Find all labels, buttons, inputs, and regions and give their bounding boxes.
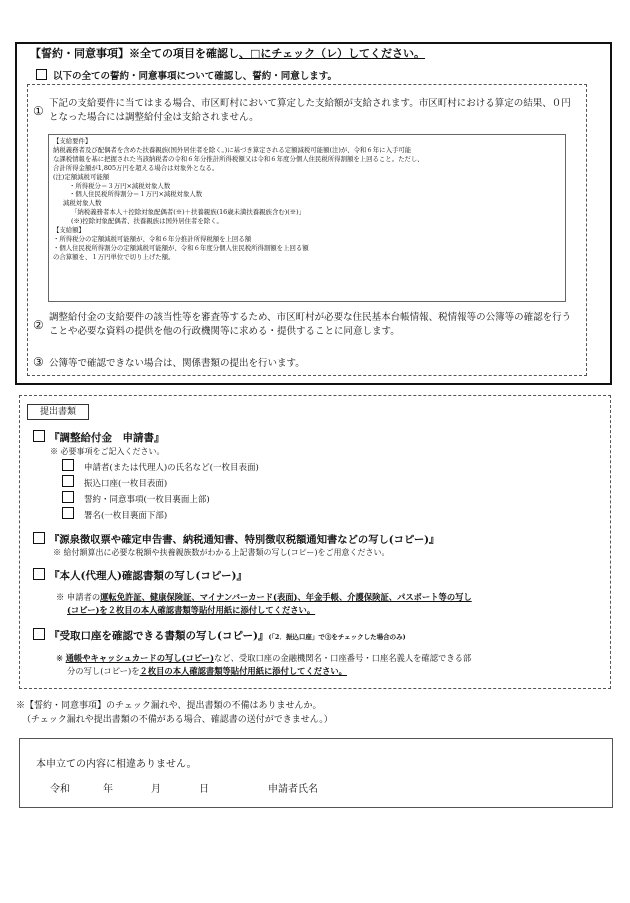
applicant-name-field[interactable] <box>340 780 590 794</box>
date-year: 年 <box>103 784 113 795</box>
item2-number: ② <box>33 318 44 332</box>
doc3-note-c: (コピー)を２枚目の本人確認書類等貼付用紙に添付してください。 <box>67 605 316 615</box>
doc1-sub2-label: 振込口座(一枚目表面) <box>84 479 168 489</box>
doc1-sub1-row[interactable] <box>62 459 259 473</box>
req-line: (※)控除対象配偶者、扶養親族は国外居住者を除く。 <box>71 217 223 226</box>
doc1-sub3-checkbox[interactable] <box>62 491 74 503</box>
item1-text: 下記の支給要件に当てはまる場合、市区町村において算定した支給額が支給されます。市区町村における算定の結果、０円となった場合には調整給付金は支給されません。 <box>49 98 571 123</box>
req-line: ・個人住民税所得割分の定額減税可能額が、令和６年度分個人住民税所得割額を上回る額 <box>53 243 309 252</box>
doc4-note-d: 分の写し(コピー)を <box>67 666 140 676</box>
date-day: 日 <box>199 784 209 795</box>
req-line: (注)定額減税可能額 <box>53 172 110 181</box>
doc3-title: 『本人(代理人)確認書類の写し(コピー)』 <box>49 570 247 582</box>
doc3-note-line1 <box>56 591 472 604</box>
item3-number: ③ <box>33 355 44 369</box>
doc4-title: 『受取口座を確認できる書類の写し(コピー)』 <box>49 630 269 642</box>
req-line: 納税義務者及び配偶者を含めた扶養親族(国外居住者を除く。)に基づき算定される定額減税可能額(注)が、令和６年に入手可能 <box>53 145 412 154</box>
doc1-sub4-label: 署名(一枚目裏面下部) <box>84 511 168 521</box>
req-line: 減税対象人数 <box>63 199 102 208</box>
req-line: 「納税義務者本人＋控除対象配偶者(※)＋扶養親族(16歳未満扶養親族含む)(※)」 <box>71 208 305 217</box>
req-line: 合計所得金額が1,805万円を超える場合は対象外となる。 <box>53 163 219 172</box>
doc3-row[interactable] <box>33 568 247 583</box>
confirmation-text: 本申立ての内容に相違ありません。 <box>36 759 197 770</box>
pledge-title-underlined: 、□にチェック（レ）してください。 <box>239 47 426 60</box>
doc1-row[interactable] <box>33 430 165 445</box>
doc4-note-line2 <box>67 665 347 678</box>
doc4-note-c: など、受取口座の金融機関名・口座番号・口座名義人を確認できる部 <box>214 653 472 663</box>
doc3-note-a: ※ 申請者の <box>56 592 101 602</box>
req-line: ・所得税分の定額減税可能額が、令和６年分推計所得税額を上回る額 <box>53 234 252 243</box>
doc2-note: ※ 給付額算出に必要な税額や扶養親族数がわかる上記書類の写し(コピー)をご用意ください。 <box>53 548 390 557</box>
date-era: 令和 <box>50 784 70 795</box>
footer-note-1: ※【誓約・同意事項】のチェック漏れや、提出書類の不備はありませんか。 <box>16 701 322 711</box>
doc1-sub1-checkbox[interactable] <box>62 459 74 471</box>
doc4-note-line1 <box>56 652 471 665</box>
item2-text: 調整給付金の支給要件の該当性等を審査等するため、市区町村が必要な住民基本台帳情報、税情報等の公簿等の確認を行うことや必要な資料の提供を他の行政機関等に求める・提供することに同意します。 <box>49 312 572 337</box>
doc1-sub1-label: 申請者(または代理人)の氏名など(一枚目表面) <box>84 463 259 473</box>
doc2-checkbox[interactable] <box>33 532 45 544</box>
applicant-name-label: 申請者氏名 <box>268 784 318 795</box>
doc4-row[interactable] <box>33 628 406 643</box>
requirements-box <box>48 134 566 302</box>
pledge-title-prefix: 【誓約・同意事項】※全ての項目を確認し <box>30 47 239 60</box>
doc1-note: ※ 必要事項をご記入ください。 <box>50 447 165 456</box>
doc1-title: 『調整給付金 申請書』 <box>49 432 165 444</box>
req-line: な課税情報を基に把握された当該納税者の令和６年分推計所得税額又は令和６年度分個人住民税所得割額を上回ること。ただし、 <box>53 154 424 163</box>
req-line: 【支給要件】 <box>53 137 92 145</box>
req-line: の合算額を、１万円単位で切り上げた額。 <box>53 252 175 261</box>
doc3-note-line2 <box>67 604 315 617</box>
doc1-sub4-row[interactable] <box>62 507 167 521</box>
doc1-sub2-row[interactable] <box>62 475 167 489</box>
req-line: ・個人住民税所得割分＝１万円×減税対象人数 <box>69 190 203 199</box>
doc2-title: 『源泉徴収票や確定申告書、納税通知書、特別徴収税額通知書などの写し(コピー)』 <box>49 534 440 546</box>
item1-number: ① <box>33 104 44 118</box>
doc1-checkbox[interactable] <box>33 430 45 442</box>
doc3-checkbox[interactable] <box>33 568 45 580</box>
doc3-note-b: 運転免許証、健康保険証、マイナンバーカード(表面)、年金手帳、介護保険証、パスポート等の写し <box>100 592 472 602</box>
req-line: 【支給額】 <box>53 226 85 235</box>
doc1-sub3-label: 誓約・同意事項(一枚目裏面上部) <box>84 495 210 505</box>
doc4-title-small: (「2．振込口座」で③をチェックした場合のみ) <box>268 633 406 641</box>
date-month: 月 <box>151 784 161 795</box>
doc1-sub4-checkbox[interactable] <box>62 507 74 519</box>
agree-all-label: 以下の全ての誓約・同意事項について確認し、誓約・同意します。 <box>53 71 338 82</box>
documents-label: 提出書類 <box>27 404 89 420</box>
doc4-checkbox[interactable] <box>33 628 45 640</box>
item3-text: 公簿等で確認できない場合は、関係書類の提出を行います。 <box>49 358 305 369</box>
pledge-title <box>30 45 425 61</box>
doc4-note-e: ２枚目の本人確認書類等貼付用紙に添付してください。 <box>139 666 347 676</box>
doc2-row[interactable] <box>33 531 439 546</box>
footer-note-2: （チェック漏れや提出書類の不備がある場合、確認書の送付ができません。） <box>22 715 333 725</box>
doc4-note-a: ※ <box>56 653 66 663</box>
doc1-sub3-row[interactable] <box>62 491 210 505</box>
agree-all-row[interactable] <box>36 68 337 82</box>
doc4-note-b: 通帳やキャッシュカードの写し(コピー) <box>65 653 214 663</box>
req-line: ・所得税分＝３万円×減税対象人数 <box>69 181 171 190</box>
confirmation-box <box>19 738 613 808</box>
agree-all-checkbox[interactable] <box>36 69 47 80</box>
doc1-sub2-checkbox[interactable] <box>62 475 74 487</box>
